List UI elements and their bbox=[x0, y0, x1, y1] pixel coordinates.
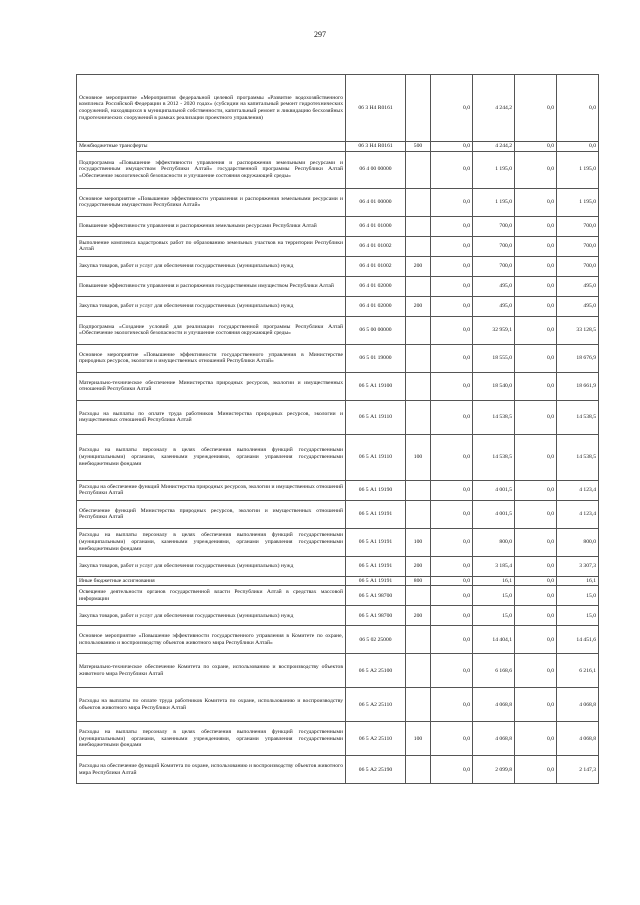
row-name: Основное мероприятие «Мероприятия федеральной целевой программы «Развитие водохозяйственного комплекса Российской Федерации в 2012 - 2020 годах» (субсидии на капитальный ремонт гидротехнических сооружений, находящихся в муниципальной собственности, капитальный ремонт и ликвидацию бесхозяйных гидротехнических сооружений в рамках реализации проектного управления) bbox=[77, 75, 346, 142]
row-name: Выполнение комплекса кадастровых работ по образованию земельных участков на территории Республики Алтай bbox=[77, 236, 346, 256]
row-code: 06 4 01 01002 bbox=[346, 236, 406, 256]
row-value-4: 495,0 bbox=[557, 296, 599, 316]
row-value-3: 0,0 bbox=[515, 344, 557, 372]
row-value-2: 4 068,8 bbox=[473, 722, 515, 756]
row-expense-type bbox=[406, 756, 431, 784]
row-value-4: 4 123,4 bbox=[557, 500, 599, 528]
row-value-2: 15,0 bbox=[473, 606, 515, 626]
row-expense-type bbox=[406, 236, 431, 256]
row-value-1: 0,0 bbox=[431, 216, 473, 236]
row-expense-type bbox=[406, 75, 431, 142]
row-code: 06 5 А1 19110 bbox=[346, 434, 406, 480]
row-code: 06 5 А1 19191 bbox=[346, 556, 406, 576]
table-row bbox=[77, 556, 599, 576]
row-code: 06 5 А1 19190 bbox=[346, 480, 406, 500]
row-code: 06 5 А1 98700 bbox=[346, 606, 406, 626]
row-value-4: 0,0 bbox=[557, 75, 599, 142]
row-value-4: 14 451,6 bbox=[557, 626, 599, 654]
row-value-2: 16,1 bbox=[473, 576, 515, 586]
row-expense-type: 100 bbox=[406, 528, 431, 556]
row-code: 06 4 01 01000 bbox=[346, 216, 406, 236]
row-value-4: 6 216,1 bbox=[557, 654, 599, 688]
row-name: Материально-техническое обеспечение Министерства природных ресурсов, экологии и имущественных отношений Республики Алтай bbox=[77, 372, 346, 400]
row-value-4: 2 147,3 bbox=[557, 756, 599, 784]
row-value-2: 14 538,5 bbox=[473, 434, 515, 480]
row-expense-type: 200 bbox=[406, 606, 431, 626]
row-value-4: 1 195,0 bbox=[557, 188, 599, 216]
row-value-1: 0,0 bbox=[431, 400, 473, 434]
row-value-1: 0,0 bbox=[431, 528, 473, 556]
row-code: 06 5 А2 25190 bbox=[346, 756, 406, 784]
table-row bbox=[77, 151, 599, 188]
table-row bbox=[77, 722, 599, 756]
row-expense-type bbox=[406, 400, 431, 434]
row-value-1: 0,0 bbox=[431, 236, 473, 256]
row-value-3: 0,0 bbox=[515, 400, 557, 434]
row-value-2: 495,0 bbox=[473, 296, 515, 316]
row-name: Расходы на выплаты по оплате труда работников Министерства природных ресурсов, экологии и имущественных отношений Республики Алтай bbox=[77, 400, 346, 434]
row-value-3: 0,0 bbox=[515, 654, 557, 688]
row-expense-type: 200 bbox=[406, 256, 431, 276]
row-value-1: 0,0 bbox=[431, 344, 473, 372]
row-name: Межбюджетные трансферты bbox=[77, 142, 346, 152]
row-value-2: 495,0 bbox=[473, 276, 515, 296]
row-value-3: 0,0 bbox=[515, 151, 557, 188]
row-expense-type: 100 bbox=[406, 434, 431, 480]
row-name: Расходы на выплаты персоналу в целях обеспечения выполнения функций государственными (муниципальными) органами, казенными учреждениями, органами управления государственными внебюджетными фондами bbox=[77, 722, 346, 756]
page-number: 297 bbox=[314, 30, 326, 39]
row-value-1: 0,0 bbox=[431, 296, 473, 316]
table-row bbox=[77, 142, 599, 152]
row-value-4: 18 676,9 bbox=[557, 344, 599, 372]
row-value-1: 0,0 bbox=[431, 434, 473, 480]
table-row bbox=[77, 500, 599, 528]
row-value-4: 1 195,0 bbox=[557, 151, 599, 188]
row-code: 06 5 01 19000 bbox=[346, 344, 406, 372]
budget-table-body bbox=[77, 75, 599, 784]
row-value-4: 700,0 bbox=[557, 256, 599, 276]
row-value-4: 16,1 bbox=[557, 576, 599, 586]
row-expense-type bbox=[406, 586, 431, 606]
row-value-1: 0,0 bbox=[431, 256, 473, 276]
row-value-2: 18 540,0 bbox=[473, 372, 515, 400]
row-value-3: 0,0 bbox=[515, 236, 557, 256]
row-code: 06 3 Н4 R0161 bbox=[346, 142, 406, 152]
row-expense-type bbox=[406, 276, 431, 296]
row-value-2: 4 068,8 bbox=[473, 688, 515, 722]
row-value-3: 0,0 bbox=[515, 528, 557, 556]
row-expense-type bbox=[406, 372, 431, 400]
row-value-2: 14 538,5 bbox=[473, 400, 515, 434]
row-name: Расходы на выплаты персоналу в целях обеспечения выполнения функций государственными (муниципальными) органами, казенными учреждениями, органами управления государственными внебюджетными фондами bbox=[77, 528, 346, 556]
row-name: Основное мероприятие «Повышение эффективности государственного управления в Комитете по охране, использованию и воспроизводству объектов животного мира Республики Алтай» bbox=[77, 626, 346, 654]
row-value-3: 0,0 bbox=[515, 480, 557, 500]
table-row bbox=[77, 480, 599, 500]
row-value-2: 2 099,8 bbox=[473, 756, 515, 784]
row-expense-type bbox=[406, 216, 431, 236]
row-expense-type bbox=[406, 151, 431, 188]
row-value-2: 4 001,5 bbox=[473, 500, 515, 528]
row-value-3: 0,0 bbox=[515, 688, 557, 722]
row-value-1: 0,0 bbox=[431, 654, 473, 688]
row-value-1: 0,0 bbox=[431, 316, 473, 344]
budget-table bbox=[76, 74, 599, 784]
row-value-1: 0,0 bbox=[431, 586, 473, 606]
row-expense-type bbox=[406, 316, 431, 344]
row-code: 06 5 02 25000 bbox=[346, 626, 406, 654]
table-row bbox=[77, 576, 599, 586]
row-value-1: 0,0 bbox=[431, 626, 473, 654]
row-name: Обеспечение функций Министерства природных ресурсов, экологии и имущественных отношений Республики Алтай bbox=[77, 500, 346, 528]
row-value-1: 0,0 bbox=[431, 480, 473, 500]
row-value-1: 0,0 bbox=[431, 500, 473, 528]
row-value-4: 33 128,5 bbox=[557, 316, 599, 344]
table-row bbox=[77, 626, 599, 654]
row-code: 06 5 А1 19191 bbox=[346, 500, 406, 528]
row-value-2: 1 195,0 bbox=[473, 188, 515, 216]
row-value-4: 4 068,8 bbox=[557, 688, 599, 722]
row-value-4: 14 538,5 bbox=[557, 434, 599, 480]
row-expense-type bbox=[406, 188, 431, 216]
row-name: Расходы на выплаты по оплате труда работников Комитета по охране, использованию и воспроизводству объектов животного мира Республики Алтай bbox=[77, 688, 346, 722]
row-value-2: 1 195,0 bbox=[473, 151, 515, 188]
row-value-4: 15,0 bbox=[557, 606, 599, 626]
row-value-2: 700,0 bbox=[473, 236, 515, 256]
table-row bbox=[77, 756, 599, 784]
table-row bbox=[77, 188, 599, 216]
table-row bbox=[77, 344, 599, 372]
table-row bbox=[77, 256, 599, 276]
row-name: Материально-техническое обеспечение Комитета по охране, использованию и воспроизводству объектов животного мира Республики Алтай bbox=[77, 654, 346, 688]
row-value-4: 18 661,9 bbox=[557, 372, 599, 400]
row-code: 06 4 01 02000 bbox=[346, 276, 406, 296]
row-code: 06 5 А2 25110 bbox=[346, 688, 406, 722]
row-value-3: 0,0 bbox=[515, 606, 557, 626]
row-value-3: 0,0 bbox=[515, 576, 557, 586]
row-value-3: 0,0 bbox=[515, 500, 557, 528]
table-row bbox=[77, 316, 599, 344]
row-value-1: 0,0 bbox=[431, 576, 473, 586]
row-code: 06 4 01 02000 bbox=[346, 296, 406, 316]
row-value-2: 800,0 bbox=[473, 528, 515, 556]
table-row bbox=[77, 276, 599, 296]
table-row bbox=[77, 75, 599, 142]
row-expense-type: 100 bbox=[406, 722, 431, 756]
row-value-3: 0,0 bbox=[515, 626, 557, 654]
row-value-2: 700,0 bbox=[473, 256, 515, 276]
row-value-3: 0,0 bbox=[515, 296, 557, 316]
row-expense-type: 500 bbox=[406, 142, 431, 152]
row-name: Расходы на выплаты персоналу в целях обеспечения выполнения функций государственными (муниципальными) органами, казенными учреждениями, органами управления государственными внебюджетными фондами bbox=[77, 434, 346, 480]
row-value-1: 0,0 bbox=[431, 606, 473, 626]
row-value-3: 0,0 bbox=[515, 434, 557, 480]
row-expense-type bbox=[406, 500, 431, 528]
row-value-1: 0,0 bbox=[431, 722, 473, 756]
row-name: Повышение эффективности управления и распоряжения государственным имуществом Республики Алтай bbox=[77, 276, 346, 296]
row-value-1: 0,0 bbox=[431, 556, 473, 576]
table-row bbox=[77, 296, 599, 316]
table-row bbox=[77, 606, 599, 626]
row-value-3: 0,0 bbox=[515, 188, 557, 216]
row-value-2: 15,0 bbox=[473, 586, 515, 606]
row-value-1: 0,0 bbox=[431, 151, 473, 188]
row-value-2: 700,0 bbox=[473, 216, 515, 236]
row-value-1: 0,0 bbox=[431, 188, 473, 216]
row-value-2: 4 001,5 bbox=[473, 480, 515, 500]
row-value-1: 0,0 bbox=[431, 372, 473, 400]
row-value-4: 3 307,3 bbox=[557, 556, 599, 576]
row-value-3: 0,0 bbox=[515, 75, 557, 142]
row-code: 06 3 Н4 R0161 bbox=[346, 75, 406, 142]
row-name: Расходы на обеспечение функций Комитета по охране, использованию и воспроизводству объектов животного мира Республики Алтай bbox=[77, 756, 346, 784]
row-name: Расходы на обеспечение функций Министерства природных ресурсов, экологии и имущественных отношений Республики Алтай bbox=[77, 480, 346, 500]
row-value-4: 15,0 bbox=[557, 586, 599, 606]
row-expense-type bbox=[406, 344, 431, 372]
row-value-2: 14 404,1 bbox=[473, 626, 515, 654]
row-value-2: 4 244,2 bbox=[473, 75, 515, 142]
row-code: 06 4 00 00000 bbox=[346, 151, 406, 188]
row-value-4: 4 068,8 bbox=[557, 722, 599, 756]
row-name: Закупка товаров, работ и услуг для обеспечения государственных (муниципальных) нужд bbox=[77, 606, 346, 626]
row-code: 06 5 А1 19191 bbox=[346, 528, 406, 556]
row-code: 06 5 А2 25100 bbox=[346, 654, 406, 688]
row-value-4: 700,0 bbox=[557, 216, 599, 236]
table-row bbox=[77, 586, 599, 606]
row-name: Закупка товаров, работ и услуг для обеспечения государственных (муниципальных) нужд bbox=[77, 556, 346, 576]
row-expense-type bbox=[406, 688, 431, 722]
row-value-3: 0,0 bbox=[515, 372, 557, 400]
row-value-1: 0,0 bbox=[431, 688, 473, 722]
row-value-3: 0,0 bbox=[515, 556, 557, 576]
row-value-4: 800,0 bbox=[557, 528, 599, 556]
table-row bbox=[77, 528, 599, 556]
row-name: Основное мероприятие «Повышение эффективности государственного управления в Министерстве природных ресурсов, экологии и имущественных отношений Республики Алтай» bbox=[77, 344, 346, 372]
row-name: Подпрограмма «Повышение эффективности управления и распоряжения земельными ресурсами и государственным имуществом Республики Алтай» государственной программы Республики Алтай «Обеспечение экологической безопасности и улучшение состояния окружающей среды» bbox=[77, 151, 346, 188]
row-value-1: 0,0 bbox=[431, 756, 473, 784]
row-value-3: 0,0 bbox=[515, 276, 557, 296]
row-value-4: 700,0 bbox=[557, 236, 599, 256]
row-value-4: 0,0 bbox=[557, 142, 599, 152]
row-name: Подпрограмма «Создание условий для реализации государственной программы Республики Алтай «Обеспечение экологической безопасности и улучшение состояния окружающей среды» bbox=[77, 316, 346, 344]
row-expense-type: 200 bbox=[406, 556, 431, 576]
row-name: Закупка товаров, работ и услуг для обеспечения государственных (муниципальных) нужд bbox=[77, 296, 346, 316]
table-row bbox=[77, 654, 599, 688]
row-expense-type: 200 bbox=[406, 296, 431, 316]
row-expense-type: 800 bbox=[406, 576, 431, 586]
row-value-4: 14 538,5 bbox=[557, 400, 599, 434]
table-row bbox=[77, 236, 599, 256]
row-value-1: 0,0 bbox=[431, 75, 473, 142]
row-value-2: 6 168,6 bbox=[473, 654, 515, 688]
row-value-3: 0,0 bbox=[515, 756, 557, 784]
row-code: 06 5 А1 19110 bbox=[346, 400, 406, 434]
table-row bbox=[77, 216, 599, 236]
row-code: 06 5 А1 98700 bbox=[346, 586, 406, 606]
row-code: 06 4 01 01002 bbox=[346, 256, 406, 276]
table-row bbox=[77, 688, 599, 722]
row-expense-type bbox=[406, 626, 431, 654]
row-value-2: 4 244,2 bbox=[473, 142, 515, 152]
row-value-3: 0,0 bbox=[515, 142, 557, 152]
row-value-4: 495,0 bbox=[557, 276, 599, 296]
row-name: Повышение эффективности управления и распоряжения земельными ресурсами Республики Алтай bbox=[77, 216, 346, 236]
row-value-3: 0,0 bbox=[515, 316, 557, 344]
row-value-2: 32 959,1 bbox=[473, 316, 515, 344]
row-code: 06 5 А1 19191 bbox=[346, 576, 406, 586]
row-value-1: 0,0 bbox=[431, 276, 473, 296]
row-value-2: 3 185,4 bbox=[473, 556, 515, 576]
row-code: 06 5 А1 19100 bbox=[346, 372, 406, 400]
row-expense-type bbox=[406, 654, 431, 688]
row-name: Освещение деятельности органов государственной власти Республики Алтай в средствах массовой информации bbox=[77, 586, 346, 606]
row-expense-type bbox=[406, 480, 431, 500]
row-name: Иные бюджетные ассигнования bbox=[77, 576, 346, 586]
table-row bbox=[77, 400, 599, 434]
row-value-3: 0,0 bbox=[515, 256, 557, 276]
row-value-1: 0,0 bbox=[431, 142, 473, 152]
row-code: 06 5 00 00000 bbox=[346, 316, 406, 344]
row-value-2: 18 555,0 bbox=[473, 344, 515, 372]
row-value-3: 0,0 bbox=[515, 722, 557, 756]
row-name: Закупка товаров, работ и услуг для обеспечения государственных (муниципальных) нужд bbox=[77, 256, 346, 276]
table-row bbox=[77, 434, 599, 480]
table-row bbox=[77, 372, 599, 400]
row-code: 06 4 01 00000 bbox=[346, 188, 406, 216]
row-value-3: 0,0 bbox=[515, 586, 557, 606]
row-code: 06 5 А2 25110 bbox=[346, 722, 406, 756]
row-name: Основное мероприятие «Повышение эффективности управления и распоряжения земельными ресурсами и государственным имуществом Республики Алтай» bbox=[77, 188, 346, 216]
row-value-4: 4 123,4 bbox=[557, 480, 599, 500]
row-value-3: 0,0 bbox=[515, 216, 557, 236]
